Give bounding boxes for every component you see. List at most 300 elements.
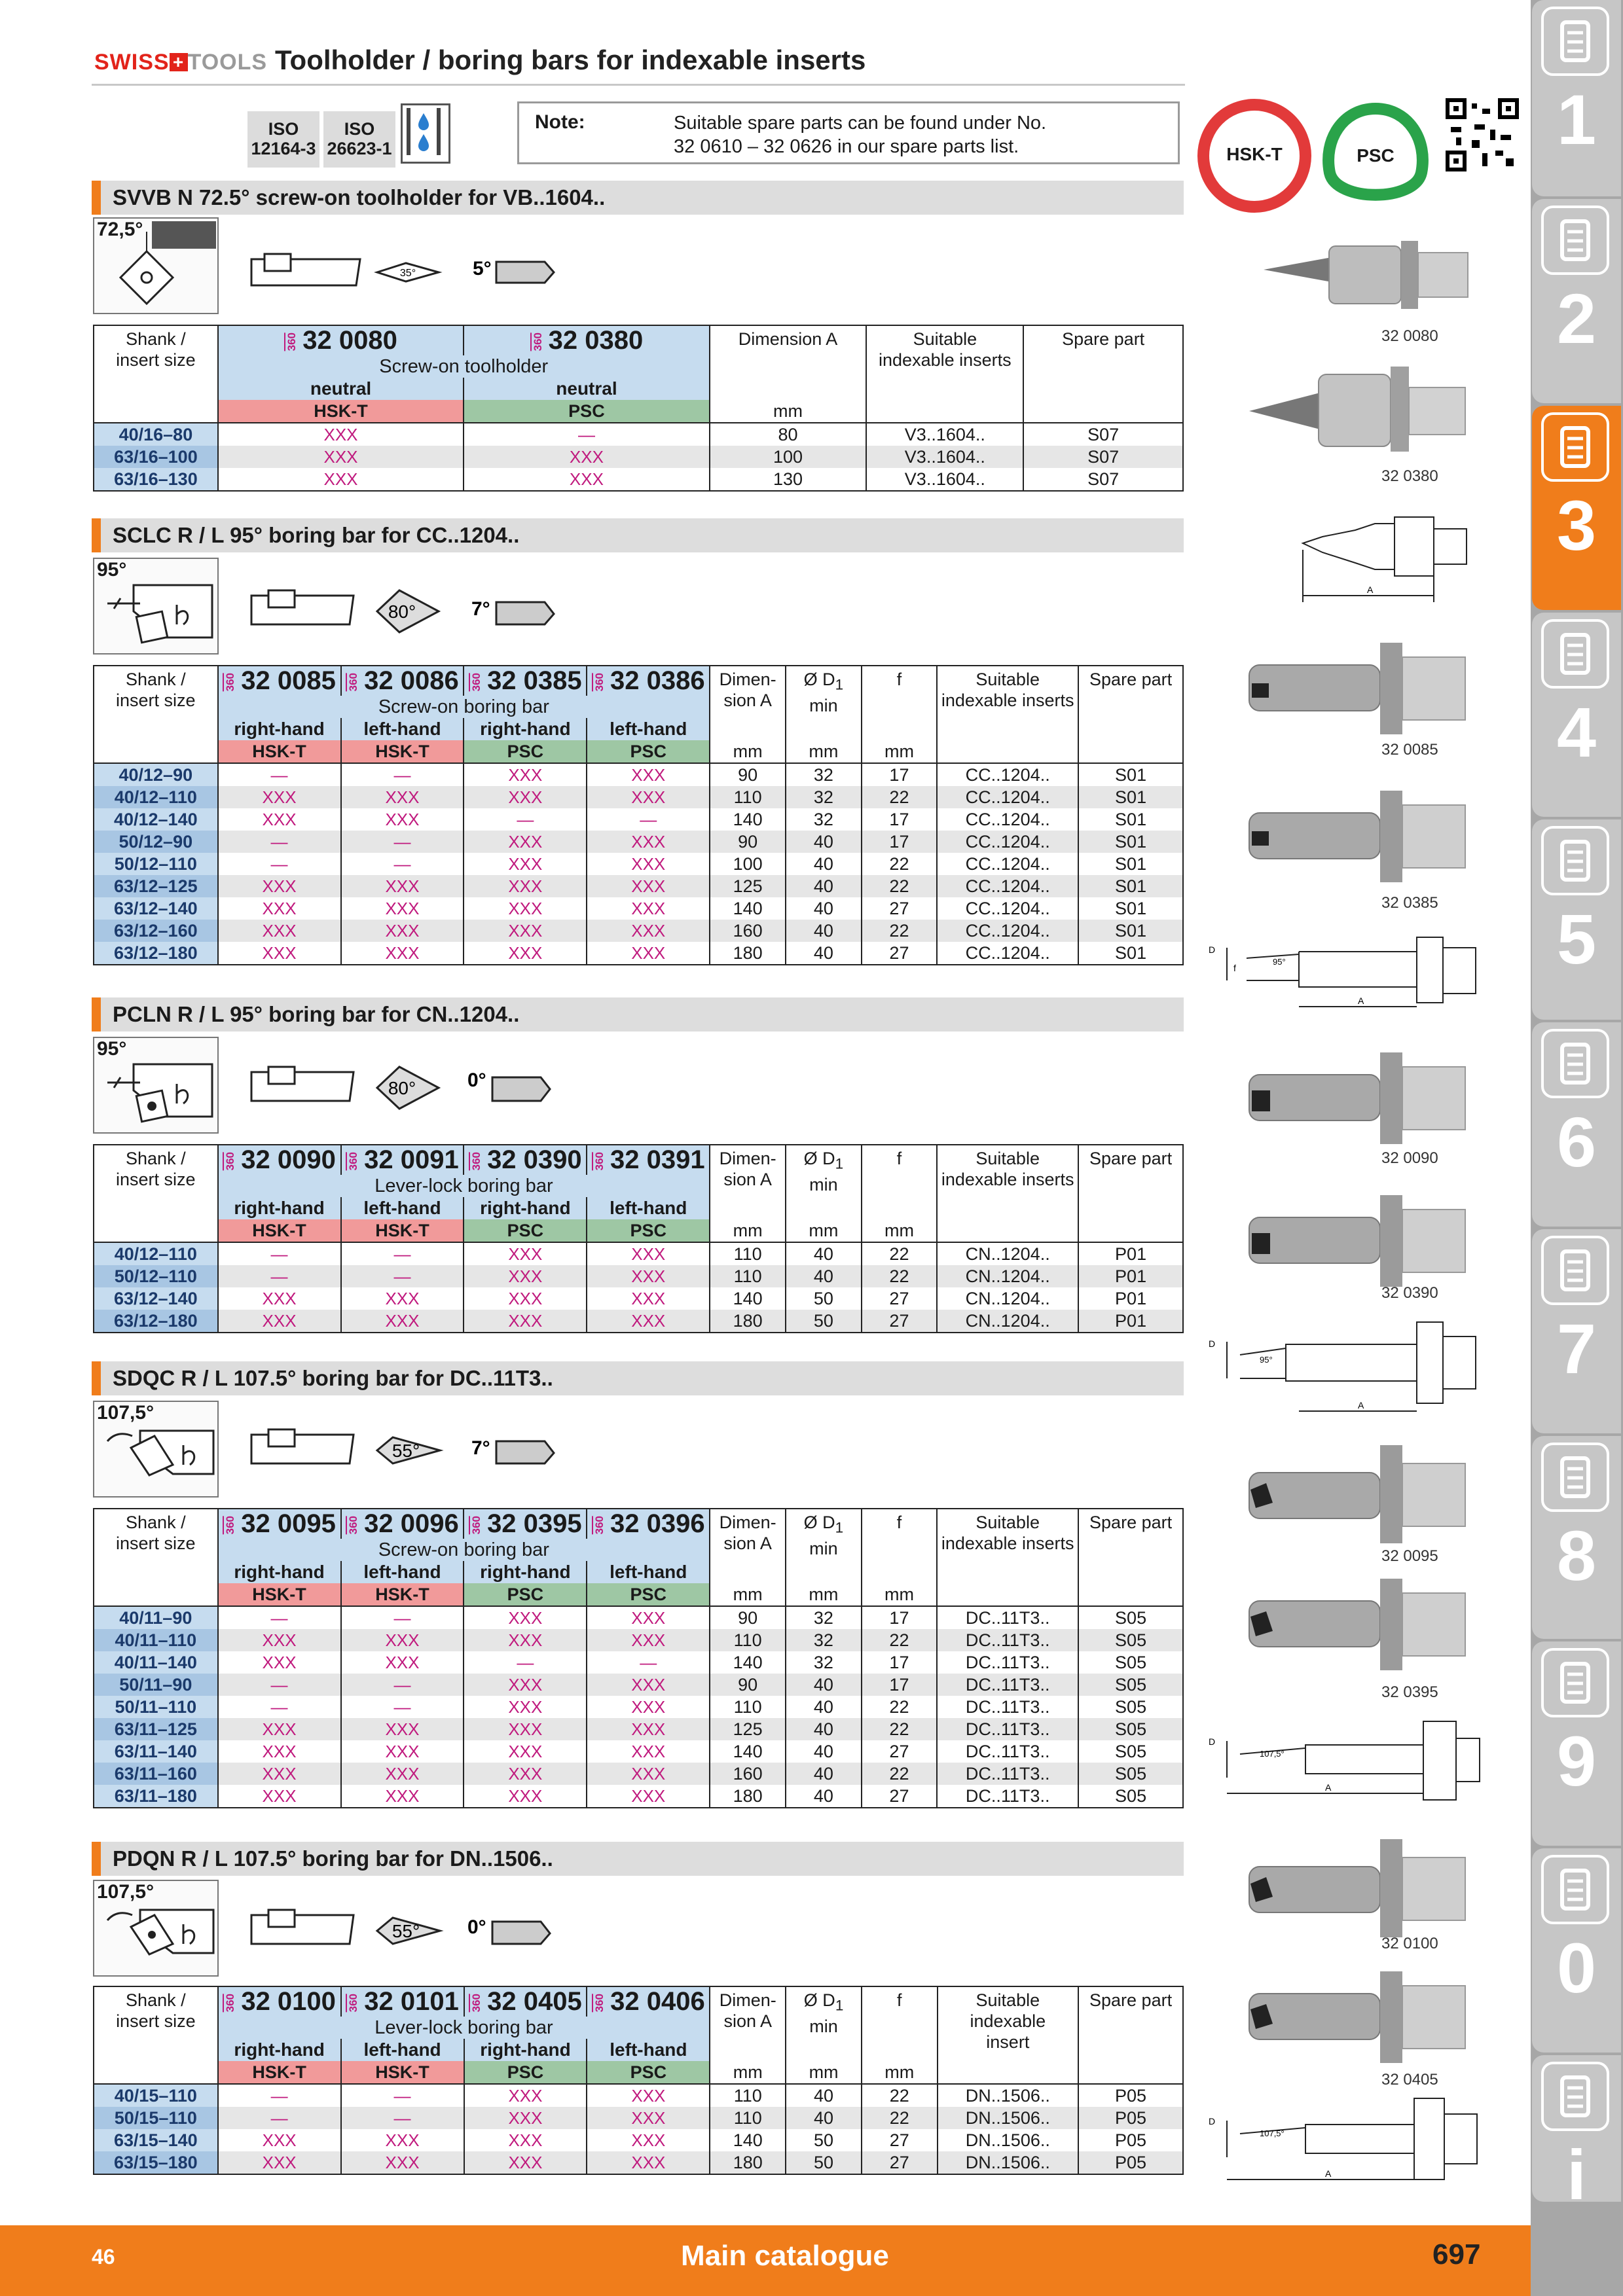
table-row <box>94 763 1183 786</box>
article-number: 360 32 0091 <box>341 1145 464 1175</box>
footer-title: Main catalogue <box>681 2240 889 2272</box>
product-caption: 32 0090 <box>1381 1149 1438 1167</box>
shank-size-cell: 40/12–110 <box>94 1242 218 1265</box>
svg-text:55°: 55° <box>392 1441 420 1461</box>
table-cell: 22 <box>862 2107 938 2129</box>
page-header <box>92 41 1185 86</box>
table-cell: 110 <box>710 2107 786 2129</box>
article-number: 360 32 0405 <box>464 1986 587 2017</box>
table-cell: — <box>218 2084 341 2107</box>
table-cell: 22 <box>862 1763 938 1785</box>
product-caption: 32 0380 <box>1381 467 1438 485</box>
table-cell: 40 <box>786 2084 862 2107</box>
table-cell: XXX <box>464 897 587 920</box>
table-cell: 27 <box>862 942 938 965</box>
table-cell: XXX <box>587 942 710 965</box>
table-cell: DC..11T3.. <box>937 1696 1078 1718</box>
product-caption: 32 0100 <box>1381 1935 1438 1952</box>
table-cell: XXX <box>587 853 710 875</box>
table-cell: — <box>464 1651 587 1674</box>
svg-text:D: D <box>1209 2116 1216 2126</box>
table-cell: P05 <box>1078 2107 1183 2129</box>
table-cell: DN..1506.. <box>938 2084 1079 2107</box>
chapter-tab-8[interactable] <box>1532 1436 1621 1639</box>
table-row <box>94 808 1183 831</box>
table-svvb: Shank / insert size 360 32 0080 360 32 0380 Dimension A Suitable indexable inserts Spare part Screw-on toolholder neutral neutral HSK-T PSC mm 40/16–80 XXX — 80 V3..1604.. S07 63/16–100 XXX XXX 100 V3..1604.. S07 63/16–130 XXX XXX 130 V3..1604.. S07 <box>93 325 1184 492</box>
safety-glasses-icon <box>1541 1855 1609 1924</box>
table-row <box>94 831 1183 853</box>
shank-size-cell: 50/12–110 <box>94 1265 218 1287</box>
table-cell: 40 <box>786 1265 862 1287</box>
table-cell: CC..1204.. <box>937 808 1078 831</box>
shank-size-cell: 40/12–110 <box>94 786 218 808</box>
section-title-pdqn: PDQN R / L 107.5° boring bar for DN..1506.. <box>92 1842 1184 1876</box>
toolbox-icon <box>1541 1443 1609 1512</box>
table-cell: XXX <box>587 2084 710 2107</box>
article-number: 360 32 0096 <box>341 1509 464 1539</box>
table-cell: S05 <box>1078 1718 1183 1740</box>
table-cell: XXX <box>341 1785 464 1808</box>
table-row <box>94 920 1183 942</box>
chapter-tab-7[interactable] <box>1532 1229 1621 1433</box>
table-cell: — <box>341 1696 464 1718</box>
angle-diagram: 95° <box>93 558 219 655</box>
shank-size-cell: 50/12–110 <box>94 853 218 875</box>
table-cell: XXX <box>341 1287 464 1310</box>
table-cell: XXX <box>587 831 710 853</box>
table-cell: XXX <box>464 942 587 965</box>
product-image <box>1257 230 1473 319</box>
table-cell: S05 <box>1078 1696 1183 1718</box>
chapter-number: 4 <box>1556 692 1597 772</box>
table-cell: 32 <box>786 763 862 786</box>
cabinet-icon <box>1541 1648 1609 1717</box>
shank-size-cell: 50/15–110 <box>94 2107 218 2129</box>
svg-text:7°: 7° <box>471 598 490 620</box>
table-cell: 22 <box>862 1629 938 1651</box>
table-row <box>94 1651 1183 1674</box>
table-cell: 27 <box>862 1740 938 1763</box>
table-cell: — <box>341 1242 464 1265</box>
table-cell: CC..1204.. <box>937 942 1078 965</box>
chapter-tab-3[interactable] <box>1532 406 1621 610</box>
table-cell: XXX <box>464 875 587 897</box>
table-cell: XXX <box>341 2129 464 2151</box>
table-cell: 40 <box>786 875 862 897</box>
table-cell: CC..1204.. <box>937 897 1078 920</box>
article-number: 360 32 0090 <box>218 1145 341 1175</box>
shank-size-cell: 50/11–90 <box>94 1674 218 1696</box>
table-cell: — <box>464 808 587 831</box>
table-row <box>94 2151 1183 2174</box>
table-cell: S05 <box>1078 1606 1183 1629</box>
table-cell: 40 <box>786 1674 862 1696</box>
table-cell: — <box>341 2084 464 2107</box>
insert-geometry-icon <box>249 585 556 635</box>
svg-text:107,5°: 107,5° <box>1260 2128 1285 2138</box>
table-cell: XXX <box>341 1718 464 1740</box>
article-number: 360 32 0385 <box>464 666 587 696</box>
table-cell: XXX <box>587 1785 710 1808</box>
table-row <box>94 1265 1183 1287</box>
table-cell: DN..1506.. <box>938 2129 1079 2151</box>
table-cell: XXX <box>341 1763 464 1785</box>
shank-size-cell: 63/15–140 <box>94 2129 218 2151</box>
table-cell: — <box>341 1606 464 1629</box>
table-cell: 27 <box>862 1287 938 1310</box>
table-cell: 125 <box>710 875 786 897</box>
table-cell: XXX <box>218 1287 341 1310</box>
table-cell: XXX <box>341 1310 464 1333</box>
table-row <box>94 786 1183 808</box>
article-number: 360 32 0391 <box>587 1145 710 1175</box>
table-cell: CC..1204.. <box>937 763 1078 786</box>
table-cell: 22 <box>862 1718 938 1740</box>
shank-size-cell: 40/11–140 <box>94 1651 218 1674</box>
table-cell: XXX <box>464 763 587 786</box>
table-cell: 40 <box>786 920 862 942</box>
technical-drawing <box>1207 2094 1482 2193</box>
table-cell: XXX <box>341 1629 464 1651</box>
table-cell: CN..1204.. <box>937 1310 1078 1333</box>
article-number: 360 32 0101 <box>341 1986 464 2017</box>
table-cell: XXX <box>218 1651 341 1674</box>
table-cell: CC..1204.. <box>937 786 1078 808</box>
table-cell: 27 <box>862 1310 938 1333</box>
table-cell: 22 <box>862 875 938 897</box>
chapter-number: 1 <box>1556 80 1597 159</box>
table-cell: — <box>218 1674 341 1696</box>
svg-text:80°: 80° <box>388 1078 416 1098</box>
table-cell: 160 <box>710 920 786 942</box>
table-row <box>94 1310 1183 1333</box>
product-image <box>1247 1047 1469 1149</box>
table-row <box>94 942 1183 965</box>
table-row <box>94 897 1183 920</box>
table-cell: XXX <box>464 2129 587 2151</box>
shank-size-cell: 63/11–140 <box>94 1740 218 1763</box>
table-cell: — <box>218 763 341 786</box>
table-cell: S05 <box>1078 1674 1183 1696</box>
caliper-icon <box>1541 619 1609 689</box>
svg-text:107,5°: 107,5° <box>1260 1749 1285 1759</box>
table-cell: 90 <box>710 831 786 853</box>
angle-diagram: 72,5° <box>93 217 219 314</box>
table-sclc: Shank / insert size 360 32 0085 360 32 0086 360 32 0385 360 32 0386 Dimen- sion A Ø $D_1$ min f Suitable indexable inserts Spare part Screw-on boring bar right-hand left-hand right-hand left-hand HSK-T HSK-T PSC PSC mm mm mm 40/12–90 — — XXX XXX 90 32 17 CC..1204.. S01 40/12–110 XXX XXX XXX XXX 110 32 22 CC..1204.. S01 40/12–140 XXX XXX — — 140 32 17 CC..1204.. S01 50/12–90 — — XXX XXX 90 40 17 CC..1204.. S01 50/12–110 — — XXX XXX 100 40 22 CC..1204.. S01 63/12–125 XXX XXX XXX XXX 125 40 22 CC..1204.. S01 63/12–140 XXX XXX XXX XXX 140 40 27 CC..1204.. S01 63/12–160 XXX XXX XXX XXX 160 40 22 CC..1204.. S01 63/12–180 XXX XXX XXX XXX 180 40 27 CC..1204.. S01 <box>93 665 1184 965</box>
table-row <box>94 2107 1183 2129</box>
shank-size-cell: 40/15–110 <box>94 2084 218 2107</box>
table-cell: XXX <box>587 763 710 786</box>
technical-drawing <box>1207 1316 1482 1420</box>
shank-size-cell: 40/12–90 <box>94 763 218 786</box>
psc-badge: PSC <box>1320 101 1431 212</box>
table-cell: XXX <box>587 1629 710 1651</box>
table-sdqc: Shank / insert size 360 32 0095 360 32 0096 360 32 0395 360 32 0396 Dimen- sion A Ø $D_1$ min f Suitable indexable inserts Spare part Screw-on boring bar right-hand left-hand right-hand left-hand HSK-T HSK-T PSC PSC mm mm mm 40/11–90 — — XXX XXX 90 32 17 DC..11T3.. S05 40/11–110 XXX XXX XXX XXX 110 32 22 DC..11T3.. S05 40/11–140 XXX XXX — — 140 32 17 DC..11T3.. S05 50/11–90 — — XXX XXX 90 40 17 DC..11T3.. S05 50/11–110 — — XXX XXX 110 40 22 DC..11T3.. S05 63/11–125 XXX XXX XXX XXX 125 40 22 DC..11T3.. S05 63/11–140 XXX XXX XXX XXX 140 40 27 DC..11T3.. S05 63/11–160 XXX XXX XXX XXX 160 40 22 DC..11T3.. S05 63/11–180 XXX XXX XXX XXX 180 40 27 DC..11T3.. S05 <box>93 1508 1184 1808</box>
table-cell: 17 <box>862 831 938 853</box>
table-cell: DC..11T3.. <box>937 1651 1078 1674</box>
table-cell: 40 <box>786 1696 862 1718</box>
angle-diagram: 107,5° <box>93 1401 219 1498</box>
table-cell: XXX <box>218 942 341 965</box>
table-cell: XXX <box>464 2151 587 2174</box>
table-cell: 40 <box>786 1785 862 1808</box>
table-cell: 160 <box>710 1763 786 1785</box>
chapter-tab-4[interactable] <box>1532 613 1621 817</box>
insert-geometry-icon <box>249 249 556 296</box>
section-title-svvb: SVVB N 72.5° screw-on toolholder for VB..1604.. <box>92 181 1184 215</box>
table-cell: 180 <box>710 1310 786 1333</box>
table-cell: XXX <box>218 808 341 831</box>
table-cell: 40 <box>786 831 862 853</box>
table-cell: CC..1204.. <box>937 853 1078 875</box>
chapter-number: 8 <box>1556 1516 1597 1595</box>
shank-size-cell: 63/12–180 <box>94 942 218 965</box>
table-cell: 90 <box>710 763 786 786</box>
table-cell: XXX <box>587 1763 710 1785</box>
table-cell: P05 <box>1078 2129 1183 2151</box>
table-cell: XXX <box>587 1287 710 1310</box>
product-caption: 32 0095 <box>1381 1547 1438 1565</box>
chapter-tab-9[interactable] <box>1532 1641 1621 1846</box>
chapter-number: 7 <box>1556 1309 1597 1388</box>
svg-text:D: D <box>1209 1736 1216 1747</box>
table-cell: XXX <box>464 831 587 853</box>
table-cell: S01 <box>1078 875 1183 897</box>
technical-drawing <box>1207 1715 1482 1820</box>
table-cell: XXX <box>464 1740 587 1763</box>
saw-blade-icon <box>1541 826 1609 895</box>
article-number: 360 32 0086 <box>341 666 464 696</box>
table-cell: 40 <box>786 1763 862 1785</box>
table-cell: 32 <box>786 1651 862 1674</box>
chapter-number: 3 <box>1556 486 1597 565</box>
table-row <box>94 2084 1183 2107</box>
table-cell: XXX <box>218 920 341 942</box>
table-cell: 22 <box>862 853 938 875</box>
table-cell: XXX <box>218 1718 341 1740</box>
table-cell: XXX <box>341 786 464 808</box>
product-caption: 32 0080 <box>1381 327 1438 345</box>
shank-size-cell: 63/15–180 <box>94 2151 218 2174</box>
page-number-left: 46 <box>92 2245 115 2269</box>
table-cell: XXX <box>587 920 710 942</box>
product-image <box>1247 359 1469 457</box>
tap-icon <box>1541 412 1609 482</box>
table-cell: XXX <box>341 875 464 897</box>
table-cell: 50 <box>786 2151 862 2174</box>
table-cell: XXX <box>464 1785 587 1808</box>
brand-logo: SWISS + TOOLS <box>94 50 268 75</box>
table-cell: XXX <box>587 2151 710 2174</box>
table-cell: S05 <box>1078 1763 1183 1785</box>
table-cell: XXX <box>587 1696 710 1718</box>
table-cell: XXX <box>464 1696 587 1718</box>
chapter-number: 9 <box>1556 1721 1597 1801</box>
table-cell: 110 <box>710 1242 786 1265</box>
table-cell: XXX <box>341 1740 464 1763</box>
table-cell: XXX <box>218 875 341 897</box>
table-cell: 22 <box>862 1242 938 1265</box>
chapter-tab-i[interactable] <box>1532 2055 1621 2214</box>
table-cell: 180 <box>710 1785 786 1808</box>
section-title-sclc: SCLC R / L 95° boring bar for CC..1204.. <box>92 518 1184 552</box>
shank-size-cell: 50/11–110 <box>94 1696 218 1718</box>
table-cell: CC..1204.. <box>937 831 1078 853</box>
table-cell: 110 <box>710 1629 786 1651</box>
chapter-tab-6[interactable] <box>1532 1022 1621 1227</box>
table-cell: XXX <box>218 2151 341 2174</box>
chapter-number: 6 <box>1556 1102 1597 1181</box>
table-row <box>94 2129 1183 2151</box>
chapter-tab-2[interactable] <box>1532 199 1621 403</box>
table-row <box>94 1763 1183 1785</box>
coolant-icon <box>401 103 450 164</box>
shank-size-cell: 40/11–110 <box>94 1629 218 1651</box>
table-cell: P01 <box>1078 1242 1183 1265</box>
table-cell: XXX <box>218 1785 341 1808</box>
chapter-tab-0[interactable] <box>1532 1848 1621 2053</box>
table-cell: DC..11T3.. <box>937 1785 1078 1808</box>
product-image <box>1247 1437 1469 1549</box>
technical-drawing <box>1207 922 1482 1026</box>
table-cell: 27 <box>862 2151 938 2174</box>
shank-size-cell: 40/11–90 <box>94 1606 218 1629</box>
svg-text:A: A <box>1367 584 1374 595</box>
table-cell: — <box>587 808 710 831</box>
table-cell: S01 <box>1078 920 1183 942</box>
table-cell: 100 <box>710 853 786 875</box>
article-number: 360 32 0390 <box>464 1145 587 1175</box>
table-cell: XXX <box>341 897 464 920</box>
table-cell: 90 <box>710 1674 786 1696</box>
table-cell: 140 <box>710 808 786 831</box>
product-caption: 32 0385 <box>1381 894 1438 912</box>
table-cell: 17 <box>862 763 938 786</box>
table-cell: 17 <box>862 808 938 831</box>
table-cell: P01 <box>1078 1310 1183 1333</box>
chapter-tab-1[interactable] <box>1532 0 1621 196</box>
table-cell: XXX <box>587 875 710 897</box>
table-cell: XXX <box>464 1310 587 1333</box>
shank-size-cell: 63/12–160 <box>94 920 218 942</box>
table-cell: CC..1204.. <box>937 875 1078 897</box>
table-cell: 50 <box>786 2129 862 2151</box>
svg-text:A: A <box>1358 1400 1364 1410</box>
chapter-number: 5 <box>1556 899 1597 978</box>
table-cell: 140 <box>710 897 786 920</box>
table-cell: S05 <box>1078 1651 1183 1674</box>
product-caption: 32 0395 <box>1381 1683 1438 1701</box>
table-cell: XXX <box>464 2107 587 2129</box>
table-cell: XXX <box>587 1674 710 1696</box>
article-number: 360 32 0386 <box>587 666 710 696</box>
product-image <box>1247 1573 1469 1676</box>
chapter-tab-5[interactable] <box>1532 819 1621 1020</box>
table-cell: S01 <box>1078 831 1183 853</box>
svg-text:55°: 55° <box>392 1921 420 1941</box>
section-title-sdqc: SDQC R / L 107.5° boring bar for DC..11T3.. <box>92 1361 1184 1395</box>
table-cell: 32 <box>786 1629 862 1651</box>
table-cell: S01 <box>1078 942 1183 965</box>
table-cell: 140 <box>710 2129 786 2151</box>
table-cell: — <box>218 831 341 853</box>
product-caption: 32 0085 <box>1381 741 1438 759</box>
chapter-number: 2 <box>1556 279 1597 358</box>
table-cell: 40 <box>786 853 862 875</box>
table-cell: S05 <box>1078 1785 1183 1808</box>
product-caption: 32 0390 <box>1381 1284 1438 1302</box>
article-number: 360 32 0395 <box>464 1509 587 1539</box>
shank-size-cell: 63/12–140 <box>94 1287 218 1310</box>
angle-diagram: 107,5° <box>93 1880 219 1977</box>
svg-text:0°: 0° <box>467 1916 486 1938</box>
table-cell: 32 <box>786 786 862 808</box>
technical-drawing <box>1296 497 1473 609</box>
qr-code-icon[interactable] <box>1446 98 1519 171</box>
table-cell: 22 <box>862 1265 938 1287</box>
table-cell: 140 <box>710 1651 786 1674</box>
svg-text:35°: 35° <box>399 268 416 279</box>
table-cell: 27 <box>862 1785 938 1808</box>
table-cell: — <box>587 1651 710 1674</box>
table-row <box>94 875 1183 897</box>
article-number: 360 32 0100 <box>218 1986 341 2017</box>
table-cell: DC..11T3.. <box>937 1674 1078 1696</box>
table-cell: — <box>218 1606 341 1629</box>
table-cell: XXX <box>464 1242 587 1265</box>
svg-text:80°: 80° <box>388 601 416 622</box>
table-cell: XXX <box>341 942 464 965</box>
svg-text:A: A <box>1358 996 1364 1006</box>
drill-bit-icon <box>1541 7 1609 76</box>
table-cell: XXX <box>341 808 464 831</box>
product-caption: 32 0405 <box>1381 2071 1438 2089</box>
table-cell: 110 <box>710 786 786 808</box>
table-cell: 90 <box>710 1606 786 1629</box>
table-row: 63/16–130 XXX XXX 130 V3..1604.. S07 <box>94 468 1183 491</box>
table-cell: XXX <box>587 786 710 808</box>
table-cell: XXX <box>341 920 464 942</box>
table-cell: XXX <box>464 1718 587 1740</box>
table-cell: XXX <box>218 2129 341 2151</box>
table-cell: XXX <box>464 2084 587 2107</box>
table-row <box>94 1785 1183 1808</box>
table-cell: S01 <box>1078 897 1183 920</box>
page-number-right: 697 <box>1432 2238 1481 2270</box>
svg-text:7°: 7° <box>471 1437 490 1459</box>
table-cell: P01 <box>1078 1265 1183 1287</box>
table-cell: 32 <box>786 1606 862 1629</box>
svg-text:f: f <box>1233 963 1236 973</box>
table-cell: 110 <box>710 1265 786 1287</box>
table-cell: XXX <box>587 1310 710 1333</box>
page-footer <box>0 2225 1531 2296</box>
insert-geometry-icon <box>249 1062 556 1111</box>
table-cell: 110 <box>710 2084 786 2107</box>
table-row <box>94 1696 1183 1718</box>
table-cell: 22 <box>862 920 938 942</box>
table-cell: 32 <box>786 808 862 831</box>
table-row <box>94 1242 1183 1265</box>
table-cell: — <box>218 1242 341 1265</box>
chapter-number: 0 <box>1556 1928 1597 2007</box>
table-cell: XXX <box>464 1606 587 1629</box>
table-cell: 50 <box>786 1310 862 1333</box>
page-title: Toolholder / boring bars for indexable inserts <box>275 45 866 75</box>
shank-size-cell: 63/12–140 <box>94 897 218 920</box>
table-cell: 27 <box>862 897 938 920</box>
table-row <box>94 853 1183 875</box>
